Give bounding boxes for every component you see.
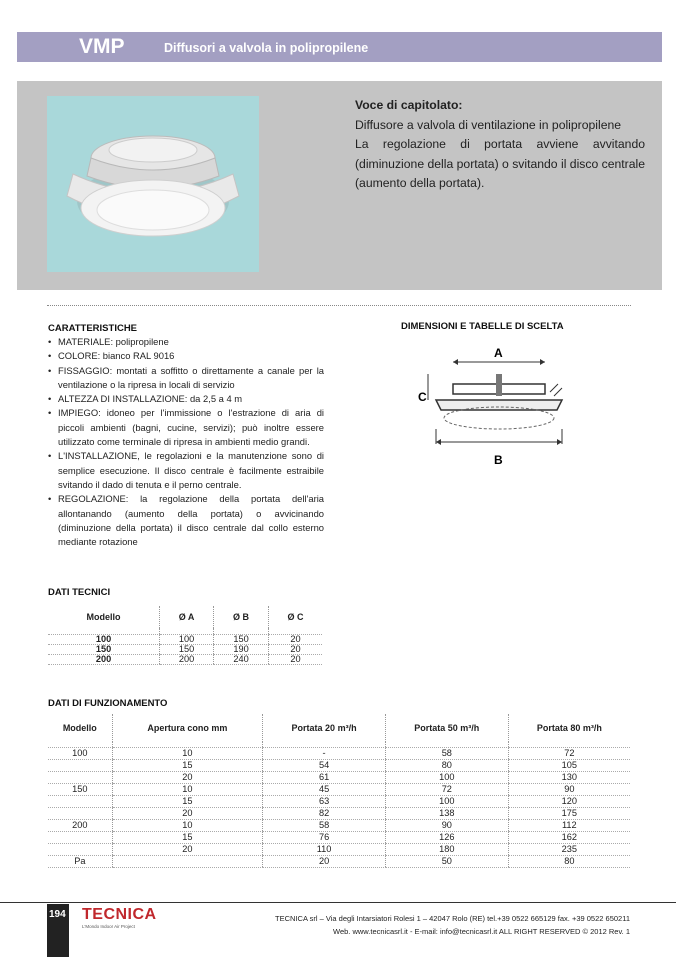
tech-header: Ø A <box>160 606 214 628</box>
operation-cell: 100 <box>385 772 508 784</box>
operation-cell: 58 <box>385 748 508 760</box>
operation-cell: 20 <box>112 772 263 784</box>
operation-cell: 200 <box>48 820 112 832</box>
tech-cell: 200 <box>48 655 160 665</box>
tech-header: Modello <box>86 612 121 622</box>
brand-tagline: L'Mondo Indoor Air Project <box>82 924 135 929</box>
operation-cell: 76 <box>263 832 386 844</box>
operation-header: Portata 80 m³/h <box>508 714 630 742</box>
tech-cell: 240 <box>214 655 269 665</box>
operation-cell: 180 <box>385 844 508 856</box>
operation-cell: 162 <box>508 832 630 844</box>
tech-header: Ø C <box>269 606 322 628</box>
operation-cell: 100 <box>385 796 508 808</box>
operation-cell: 112 <box>508 820 630 832</box>
table-row <box>48 748 630 760</box>
company-address <box>275 912 630 938</box>
web-line: Web. www.tecnicasrl.it - E-mail: info@tecnicasrl.it ALL RIGHT RESERVED © 2012 Rev. 1 <box>333 927 630 936</box>
page-number: 194 <box>49 909 66 920</box>
tech-title: DATI TECNICI <box>48 587 111 598</box>
product-code: VMP <box>79 35 125 58</box>
dim-label-a: A <box>494 346 503 360</box>
footer-rule <box>0 902 676 903</box>
operation-cell: 15 <box>112 796 263 808</box>
specification-heading: Voce di capitolato: <box>355 98 463 112</box>
operation-cell: 50 <box>385 856 508 868</box>
operation-cell <box>48 796 112 808</box>
operation-cell <box>48 760 112 772</box>
table-row <box>48 820 630 832</box>
tech-cell: 150 <box>160 645 214 655</box>
operation-cell: Pa <box>48 856 112 868</box>
tech-cell: 100 <box>160 635 214 645</box>
operation-cell <box>48 844 112 856</box>
features-list <box>48 335 324 549</box>
operation-cell: 80 <box>508 856 630 868</box>
feature-item: • IMPIEGO: idoneo per l'immissione o l'estrazione di aria di piccoli ambienti (bagni, cucine, servizi); può inoltre essere utilizzato come terminale di ripresa in ambienti medio grandi. <box>48 406 324 449</box>
dim-label-b: B <box>494 453 503 467</box>
table-row <box>48 856 630 868</box>
operation-cell: - <box>263 748 386 760</box>
tech-cell: 190 <box>214 645 269 655</box>
operation-cell: 150 <box>48 784 112 796</box>
operation-cell: 72 <box>508 748 630 760</box>
product-subtitle: Diffusori a valvola in polipropilene <box>164 41 369 55</box>
tech-cell: 150 <box>214 635 269 645</box>
operation-cell: 20 <box>263 856 386 868</box>
brand-name: TECNICA <box>82 906 157 923</box>
operation-cell: 10 <box>112 748 263 760</box>
address-line: TECNICA srl – Via degli Intarsiatori Rolesi 1 – 42047 Rolo (RE) tel.+39 0522 665129 fax. +39 0522 650211 <box>275 914 630 923</box>
operation-table <box>48 714 630 868</box>
tech-cell: 150 <box>48 645 160 655</box>
table-row <box>48 772 630 784</box>
operation-cell: 15 <box>112 832 263 844</box>
operation-cell: 110 <box>263 844 386 856</box>
features-title: CARATTERISTICHE <box>48 323 138 334</box>
feature-item: • L'INSTALLAZIONE, le regolazioni e la manutenzione sono di semplice esecuzione. Il disco centrale è facilmente estraibile svitando il dado di tenuta e il perno centrale. <box>48 449 324 492</box>
operation-cell: 90 <box>385 820 508 832</box>
operation-title: DATI DI FUNZIONAMENTO <box>48 698 168 709</box>
feature-item: • COLORE: bianco RAL 9016 <box>48 349 324 363</box>
operation-cell <box>112 856 263 868</box>
operation-cell: 63 <box>263 796 386 808</box>
title-bar <box>17 32 662 62</box>
table-row <box>48 645 322 655</box>
table-row <box>48 655 322 665</box>
operation-cell: 20 <box>112 808 263 820</box>
operation-cell: 175 <box>508 808 630 820</box>
operation-cell: 15 <box>112 760 263 772</box>
operation-cell: 120 <box>508 796 630 808</box>
operation-cell: 90 <box>508 784 630 796</box>
tech-cell: 200 <box>160 655 214 665</box>
operation-header: Modello <box>62 723 97 733</box>
operation-cell <box>48 832 112 844</box>
table-row <box>48 635 322 645</box>
tech-table <box>48 606 322 665</box>
tech-cell: 20 <box>269 655 322 665</box>
operation-cell: 130 <box>508 772 630 784</box>
table-row <box>48 784 630 796</box>
table-row <box>48 796 630 808</box>
operation-cell: 235 <box>508 844 630 856</box>
operation-cell: 10 <box>112 820 263 832</box>
table-row <box>48 832 630 844</box>
section-divider <box>47 305 631 306</box>
operation-cell: 82 <box>263 808 386 820</box>
operation-header: Portata 50 m³/h <box>385 714 508 742</box>
operation-cell: 61 <box>263 772 386 784</box>
operation-cell: 45 <box>263 784 386 796</box>
operation-cell: 126 <box>385 832 508 844</box>
operation-header: Apertura cono mm <box>112 714 263 742</box>
feature-item: • ALTEZZA DI INSTALLAZIONE: da 2,5 a 4 m <box>48 392 324 406</box>
product-photo <box>47 96 259 272</box>
operation-cell: 138 <box>385 808 508 820</box>
table-row <box>48 760 630 772</box>
operation-header: Portata 20 m³/h <box>263 714 386 742</box>
feature-item: • REGOLAZIONE: la regolazione della portata dell'aria allontanando (aumento della portata) o avvicinando (diminuzione della portata) il disco centrale dal collo esterno mediante rotazione <box>48 492 324 549</box>
product-panel <box>17 81 662 290</box>
specification-body: La regolazione di portata avviene avvitando (diminuzione della portata) o svitando il disco centrale (aumento della portata). <box>355 137 645 190</box>
operation-cell: 80 <box>385 760 508 772</box>
table-row <box>48 808 630 820</box>
operation-cell: 105 <box>508 760 630 772</box>
operation-cell: 10 <box>112 784 263 796</box>
dimension-drawing <box>408 344 593 469</box>
tech-cell: 20 <box>269 635 322 645</box>
specification-text <box>355 96 645 194</box>
dim-label-c: C <box>418 390 427 404</box>
feature-item: • MATERIALE: polipropilene <box>48 335 324 349</box>
tech-header: Ø B <box>214 606 269 628</box>
operation-cell: 20 <box>112 844 263 856</box>
operation-cell <box>48 808 112 820</box>
operation-cell: 100 <box>48 748 112 760</box>
operation-cell: 72 <box>385 784 508 796</box>
feature-item: • FISSAGGIO: montati a soffitto o direttamente a canale per la ventilazione o la ripresa in locali di servizio <box>48 364 324 393</box>
page-number-box <box>47 904 69 957</box>
specification-line: Diffusore a valvola di ventilazione in polipropilene <box>355 117 622 132</box>
table-row <box>48 844 630 856</box>
operation-cell <box>48 772 112 784</box>
operation-cell: 58 <box>263 820 386 832</box>
tech-cell: 20 <box>269 645 322 655</box>
tech-cell: 100 <box>48 635 160 645</box>
dimensions-title: DIMENSIONI E TABELLE DI SCELTA <box>401 321 564 332</box>
operation-cell: 54 <box>263 760 386 772</box>
brand-logo <box>82 906 157 929</box>
